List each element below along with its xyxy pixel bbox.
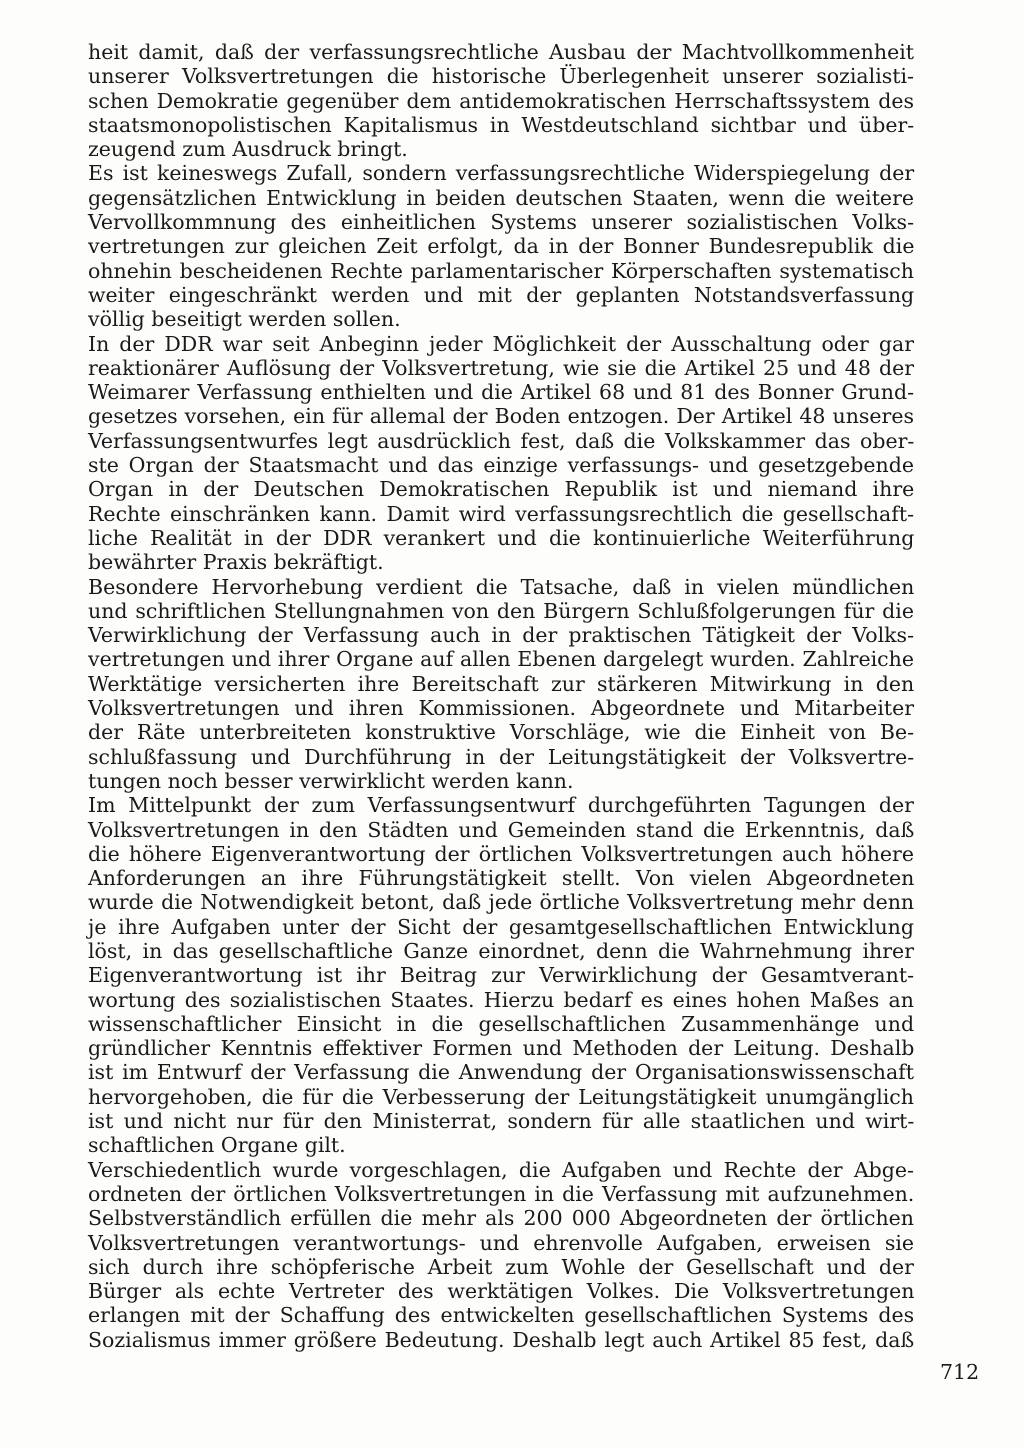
text-line: Eigenverantwortung ist ihr Beitrag zur Verwirklichung der Gesamtverant- [88,963,914,988]
text-line: ohnehin bescheidenen Rechte parlamentarischer Körperschaften systematisch [88,258,914,283]
text-line: weiter eingeschränkt werden und mit der geplanten Notstandsverfassung [88,282,915,307]
text-line: Sozialismus immer größere Bedeutung. Deshalb legt auch Artikel 85 fest, daß [88,1327,915,1352]
text-line: Volksvertretungen in den Städten und Gemeinden stand die Erkenntnis, daß [88,817,915,842]
text-line: Organ in der Deutschen Demokratischen Republik ist und niemand ihre [88,477,915,502]
text-line: ste Organ der Staatsmacht und das einzige verfassungs- und gesetzgebende [88,453,914,478]
text-line: und schriftlichen Stellungnahmen von den Bürgern Schlußfolgerungen für die [88,598,914,623]
text-line: Rechte einschränken kann. Damit wird verfassungsrechtlich die gesellschaft- [88,501,914,526]
text-line: Besondere Hervorhebung verdient die Tatsache, daß in vielen mündlichen [88,574,915,599]
text-line: tungen noch besser verwirklicht werden kann. [88,768,574,793]
page-number: 712 [940,1360,980,1384]
text-line: In der DDR war seit Anbeginn jeder Möglichkeit der Ausschaltung oder gar [88,331,914,356]
text-line: wurde die Notwendigkeit betont, daß jede örtliche Volksvertretung mehr denn [88,890,915,915]
text-line: die höhere Eigenverantwortung der örtlichen Volksvertretungen auch höhere [88,841,914,866]
text-line: der Räte unterbreiteten konstruktive Vorschläge, wie die Einheit von Be- [88,720,914,745]
text-line: wortung des sozialistischen Staates. Hierzu bedarf es eines hohen Maßes an [88,987,914,1012]
text-line: Vervollkommnung des einheitlichen Systems unserer sozialistischen Volks- [88,210,914,235]
text-line: gründlicher Kenntnis effektiver Formen und Methoden der Leitung. Deshalb [88,1036,915,1061]
paragraph [88,161,914,331]
text-line: bewährter Praxis bekräftigt. [88,550,384,575]
text-line: ordneten der örtlichen Volksvertretungen in die Verfassung mit aufzunehmen. [88,1181,915,1206]
text-line: wissenschaftlicher Einsicht in die gesellschaftlichen Zusammenhänge und [88,1011,915,1036]
text-line: vertretungen zur gleichen Zeit erfolgt, da in der Bonner Bundesrepublik die [88,234,915,259]
paragraph [88,332,914,575]
text-line: Es ist keineswegs Zufall, sondern verfassungsrechtliche Widerspiegelung der [88,161,915,186]
text-line: hervorgehoben, die für die Verbesserung der Leitungstätigkeit unumgänglich [88,1084,914,1109]
paragraph [88,1158,914,1352]
text-line: schen Demokratie gegenüber dem antidemokratischen Herrschaftssystem des [88,88,914,113]
paragraph [88,40,914,161]
text-line: erlangen mit der Schaffung des entwickelten gesellschaftlichen Systems des [88,1303,915,1328]
text-line: sich durch ihre schöpferische Arbeit zum Wohle der Gesellschaft und der [88,1254,914,1279]
text-line: Verschiedentlich wurde vorgeschlagen, die Aufgaben und Rechte der Abge- [88,1157,914,1182]
text-line: Anforderungen an ihre Führungstätigkeit stellt. Von vielen Abgeordneten [88,866,915,891]
text-line: löst, in das gesellschaftliche Ganze einordnet, denn die Wahrnehmung ihrer [88,938,914,963]
text-line: Volksvertretungen verantwortungs- und ehrenvolle Aufgaben, erweisen sie [88,1230,915,1255]
text-line: vertretungen und ihrer Organe auf allen Ebenen dargelegt wurden. Zahlreiche [88,647,914,672]
text-line: schlußfassung und Durchführung in der Leitungstätigkeit der Volksvertre- [88,744,915,769]
text-line: Verwirklichung der Verfassung auch in der praktischen Tätigkeit der Volks- [88,623,914,648]
text-line: Werktätige versicherten ihre Bereitschaft zur stärkeren Mitwirkung in den [88,671,915,696]
text-line: zeugend zum Ausdruck bringt. [88,137,408,162]
text-line: je ihre Aufgaben unter der Sicht der gesamtgesellschaftlichen Entwicklung [88,914,914,939]
text-line: Bürger als echte Vertreter des werktätigen Volkes. Die Volksvertretungen [88,1279,915,1304]
text-line: reaktionärer Auflösung der Volksvertretung, wie sie die Artikel 25 und 48 der [88,355,914,380]
text-line: Selbstverständlich erfüllen die mehr als 200 000 Abgeordneten der örtlichen [88,1206,914,1231]
text-line: Verfassungsentwurfes legt ausdrücklich fest, daß die Volkskammer das ober- [88,428,915,453]
text-line: staatsmonopolistischen Kapitalismus in Westdeutschland sichtbar und über- [88,112,915,137]
text-line: ist im Entwurf der Verfassung die Anwendung der Organisationswissenschaft [88,1060,914,1085]
text-line: heit damit, daß der verfassungsrechtliche Ausbau der Machtvollkommenheit [88,40,914,64]
text-line: ist und nicht nur für den Ministerrat, sondern für alle staatlichen und wirt- [88,1109,915,1134]
text-line: Weimarer Verfassung enthielten und die Artikel 68 und 81 des Bonner Grund- [88,380,914,405]
text-line: Volksvertretungen und ihren Kommissionen. Abgeordnete und Mitarbeiter [88,696,915,721]
text-line: gesetzes vorsehen, ein für allemal der Boden entzogen. Der Artikel 48 unseres [88,404,914,429]
text-line: liche Realität in der DDR verankert und die kontinuierliche Weiterführung [88,525,915,550]
body-text [88,40,914,1352]
text-line: völlig beseitigt werden sollen. [88,307,401,332]
paragraph [88,575,914,794]
text-line: Im Mittelpunkt der zum Verfassungsentwurf durchgeführten Tagungen der [88,793,914,818]
text-line: schaftlichen Organe gilt. [88,1133,346,1158]
text-line: gegensätzlichen Entwicklung in beiden deutschen Staaten, wenn die weitere [88,185,914,210]
paragraph [88,793,914,1157]
text-line: unserer Volksvertretungen die historische Überlegenheit unserer sozialisti- [88,64,914,89]
